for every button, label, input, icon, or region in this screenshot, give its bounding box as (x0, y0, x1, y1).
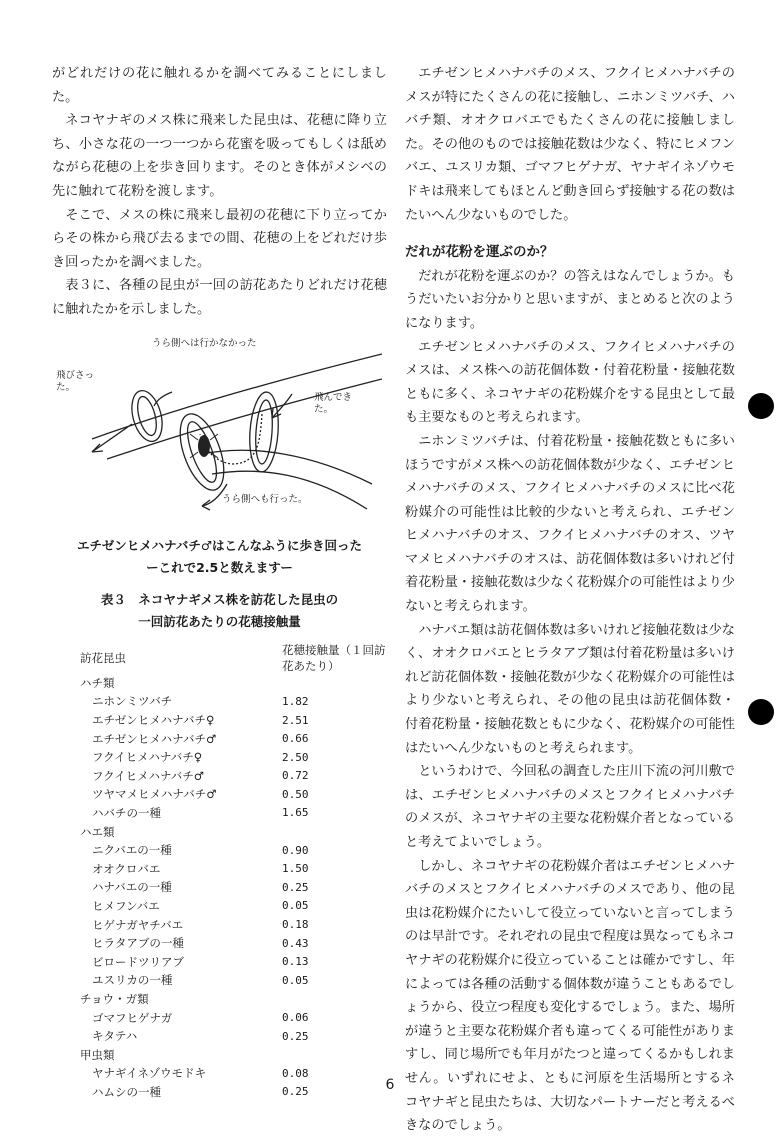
binding-hole-bottom (748, 699, 774, 725)
insect-name: ヒメフンバエ (92, 898, 160, 913)
insect-name: ハムシの一種 (92, 1084, 161, 1099)
header-contact: 花穂接触量（１回訪花あたり） (282, 642, 386, 673)
left-paragraph-2: ネコヤナギのメス株に飛来した昆虫は、花穂に降り立ち、小さな花の一つ一つから花蜜を吸ってもしくは舐めながら花穂の上を歩き回ります。そのとき体がメシベの先に触れて花粉を渡します。 (52, 113, 387, 199)
right-column (405, 62, 735, 1138)
contact-value: 0.05 (282, 973, 309, 987)
right-paragraph-2: だれが花粉を運ぶのか？の答えはなんでしょうか。もうだいたいお分かりと思いますが、まとめると次のようになります。 (405, 268, 735, 331)
table-row (52, 1027, 387, 1046)
contact-value: 0.25 (282, 1085, 309, 1099)
table-row (52, 785, 387, 804)
note-flew-in: 飛んできた。 (314, 391, 353, 415)
insect-name: ヤナギイネゾウモドキ (92, 1066, 207, 1081)
table-row (52, 692, 387, 711)
insect-name: ハバチの一種 (92, 805, 161, 820)
contact-value: 0.90 (282, 843, 309, 857)
table-caption-2: 一回訪花あたりの花穂接触量 (138, 613, 301, 629)
insect-name: エチゼンヒメハナバチ♀ (92, 713, 215, 728)
right-paragraph-4: ニホンミツバチは、付着花粉量・接触花数ともに多いほうですがメス株への訪花個体数が少なく、エチゼンヒメハナバチのメス、フクイヒメハナバチのメスに比べ花粉媒介の可能性は比較的少ないと考えられ、エチゼンヒメハナバチのオス、フクイヒメハナバチのオス、ツヤマメヒメハナバチのオスは、訪花個体数は多いけれど付着花粉量・接触花数は少なく花粉媒介の可能性はより少ないと考えられます。 (405, 433, 735, 615)
left-paragraph-1: がどれだけの花に触れるかを調べてみることにしました。 (52, 66, 387, 105)
table-row (52, 952, 387, 971)
contact-value: 0.66 (282, 732, 309, 746)
contact-value (282, 822, 387, 841)
insect-name: ハナバエの一種 (92, 880, 172, 895)
figure-caption-2: ーこれで2.5と数えますー (146, 559, 293, 575)
insect-name: ハチ類 (80, 675, 115, 690)
contact-value: 0.18 (282, 918, 309, 932)
table-row (52, 1008, 387, 1027)
insect-name: ビロードツリアブ (92, 954, 184, 969)
contact-value: 1.50 (282, 862, 309, 876)
contact-value (282, 990, 387, 1009)
contact-value: 0.05 (282, 899, 309, 913)
insect-name: ヒゲナガヤチバエ (92, 917, 184, 932)
table-row (52, 859, 387, 878)
contact-value: 0.06 (282, 1011, 309, 1025)
insect-name: ニホンミツバチ (92, 694, 173, 709)
table-group-row (52, 1045, 387, 1064)
contact-value: 0.50 (282, 787, 309, 801)
right-paragraph-7: しかし、ネコヤナギの花粉媒介者はエチゼンヒメハナバチのメスとフクイヒメハナバチのメスであり、他の昆虫は花粉媒介にたいして役立っていないと言ってしまうのは早計です。それぞれの昆虫で程度は異なってもネコヤナギの花粉媒介に役立っていることは確かですし、年によっては各種の活動する個体数が違うこともあるでしょうから、役立つ程度も変化するでしょう。また、場所が違うと主要な花粉媒介者も違ってくる可能性がありますし、同じ場所でも年月がたつと違ってくるかもしれません。いずれにせよ、ともに河原を生活場所とするネコヤナギと昆虫たちは、大切なパートナーだと考えるべきなのでしょう。 (405, 858, 735, 1134)
contact-value: 0.25 (282, 880, 309, 894)
note-underside-visited: うら側へも行った。 (222, 493, 308, 505)
contact-value: 1.82 (282, 694, 309, 708)
contact-value: 0.43 (282, 936, 309, 950)
contact-value: 2.50 (282, 750, 309, 764)
insect-name: エチゼンヒメハナバチ♂ (92, 731, 217, 746)
note-flew-away: 飛びさった。 (56, 369, 95, 393)
right-paragraph-6: というわけで、今回私の調査した庄川下流の河川敷では、エチゼンヒメハナバチのメスとフクイヒメハナバチのメスが、ネコヤナギの主要な花粉媒介者となっていると考えてよいでしょう。 (405, 764, 735, 850)
right-paragraph-1: エチゼンヒメハナバチのメス、フクイヒメハナバチのメスが特にたくさんの花に接触し、ニホンミツバチ、ハバチ類、オオクロバエでもたくさんの花に接触しました。その他のものでは接触花数は少なく、特にヒメフンバエ、ユスリカ類、ゴマフヒゲナガ、ヤナギイネゾウモドキは飛来してもほとんど動き回らず接触する花の数はたいへん少ないものでした。 (405, 66, 735, 223)
table-row (52, 878, 387, 897)
willow-catkin-sketch (52, 334, 387, 534)
contact-value: 0.08 (282, 1066, 309, 1080)
contact-value (282, 674, 387, 693)
insect-name: オオクロバエ (92, 861, 161, 876)
contact-value: 1.65 (282, 806, 309, 820)
table-row (52, 915, 387, 934)
left-paragraph-3: そこで、メスの株に飛来し最初の花穂に下り立ってからその株から飛び去るまでの間、花穂の上をどれだけ歩き回ったかを調べました。 (52, 207, 387, 270)
contact-value: 2.51 (282, 713, 309, 727)
table-row (52, 711, 387, 730)
contact-value: 0.72 (282, 769, 309, 783)
left-paragraph-4: 表３に、各種の昆虫が一回の訪花あたりどれだけ花穂に触れたかを示しました。 (52, 278, 387, 317)
insect-name: ヒラタアブの一種 (92, 936, 184, 951)
insect-name: 甲虫類 (80, 1047, 115, 1062)
insect-name: チョウ・ガ類 (80, 991, 149, 1006)
note-underside-not-visited: うら側へは行かなかった (152, 337, 257, 349)
insect-name: ゴマフヒゲナガ (92, 1010, 173, 1025)
left-column (52, 62, 387, 1101)
insect-name: フクイヒメハナバチ♀ (92, 750, 203, 765)
figure-caption-1: エチゼンヒメハナバチ♂はこんなふうに歩き回った (76, 537, 363, 553)
table-row (52, 729, 387, 748)
table-row (52, 971, 387, 990)
table-caption-1: 表３ ネコヤナギメス株を訪花した昆虫の (100, 591, 339, 607)
page-number: 6 (385, 1077, 395, 1093)
table-row (52, 804, 387, 823)
insect-name: ユスリカの一種 (92, 973, 173, 988)
table-group-row (52, 822, 387, 841)
table-row (52, 841, 387, 860)
table-row (52, 767, 387, 786)
binding-hole-top (748, 393, 774, 419)
insect-name: ツヤマメヒメハナバチ♂ (92, 787, 217, 802)
table-header-row (52, 642, 387, 674)
table-row (52, 934, 387, 953)
contact-table (52, 642, 387, 1102)
insect-name: ニクバエの一種 (92, 843, 172, 858)
table-row (52, 748, 387, 767)
table-row (52, 897, 387, 916)
insect-name: フクイヒメハナバチ♂ (92, 768, 205, 783)
bee-icon (190, 434, 218, 458)
contact-value: 0.13 (282, 955, 309, 969)
table-group-row (52, 674, 387, 693)
sketch-drawing (52, 334, 387, 534)
right-paragraph-3: エチゼンヒメハナバチのメス、フクイヒメハナバチのメスは、メス株への訪花個体数・付着花粉量・接触花数ともに多く、ネコヤナギの花粉媒介をする昆虫として最も主要なものと考えられます。 (405, 339, 735, 426)
insect-name: キタテハ (92, 1029, 138, 1044)
contact-value (282, 1045, 387, 1064)
insect-name: ハエ類 (80, 824, 115, 839)
header-insect: 訪花昆虫 (80, 650, 126, 665)
table-group-row (52, 990, 387, 1009)
section-heading: だれが花粉を運ぶのか？ (405, 244, 554, 261)
contact-value: 0.25 (282, 1029, 309, 1043)
right-paragraph-5: ハナバエ類は訪花個体数は多いけれど接触花数は少なく、オオクロバエとヒラタアブ類は付着花粉量は多いけれど訪花個体数・接触花数が少なく花粉媒介の可能性はより少ないと考えられ、その他の昆虫は訪花個体数・付着花粉量・接触花数ともに少なく、花粉媒介の可能性はたいへん少ないものと考えられます。 (405, 622, 735, 756)
